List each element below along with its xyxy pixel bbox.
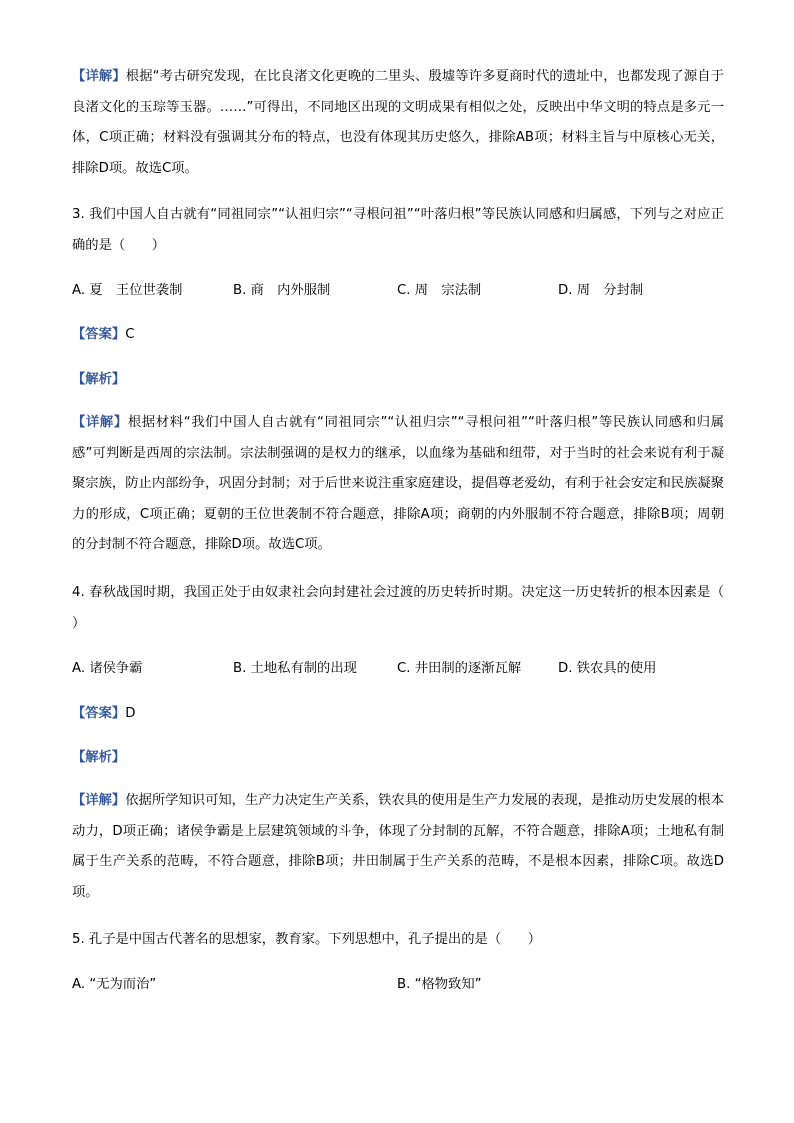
- q3-stem: 3. 我们中国人自古就有“同祖同宗”“认祖归宗”“寻根问祖”“叶落归根”等民族认同感和归属感，下列与之对应正确的是（ ）: [72, 207, 724, 253]
- q3-detail-text: 根据材料“我们中国人自古就有“同祖同宗”“认祖归宗”“寻根问祖”“叶落归根”等民族认同感和归属感”可判断是西周的宗法制。宗法制强调的是权力的继承，以血缘为基础和纽带，对于当时的社会来说有利于凝聚宗族，防止内部纷争，巩固分封制；对于后世来说注重家庭建设，提倡尊老爱幼，有利于社会安定和民族凝聚力的形成，C项正确；夏朝的王位世袭制不符合题意，排除A项；商朝的内外服制不符合题意，排除B项；周朝的分封制不符合题意，排除D项。故选C项。: [72, 415, 725, 552]
- q3-option-c: C. 周 宗法制: [397, 283, 482, 298]
- q3-answer-value: C: [125, 327, 135, 342]
- q3-option-d: D. 周 分封制: [558, 283, 644, 298]
- q3-answer: [72, 325, 134, 345]
- q3-analysis-tag: 【解析】: [72, 372, 126, 387]
- q4-analysis-tag: 【解析】: [72, 750, 126, 765]
- q2-detail-text: 根据“考古研究发现，在比良渚文化更晚的二里头、殷墟等许多夏商时代的遗址中，也都发现了源自于良渚文化的玉琮等玉器。……”可得出，不同地区出现的文明成果有相似之处，反映出中华文明的特点是多元一体，C项正确；材料没有强调其分布的特点，也没有体现其历史悠久，排除AB项；材料主旨与中原核心无关，排除D项。故选C项。: [72, 69, 725, 176]
- q4-detail: [72, 786, 724, 908]
- q4-answer-value: D: [125, 706, 136, 721]
- q5-option-a: A. “无为而治”: [72, 977, 157, 992]
- q5-options: [72, 975, 724, 995]
- q3-options: [72, 281, 724, 301]
- q2-detail-tag: 【详解】: [72, 69, 126, 84]
- q4-option-c: C. 井田制的逐渐瓦解: [397, 661, 522, 676]
- q4-detail-tag: 【详解】: [72, 793, 126, 808]
- q4-option-b: B. 土地私有制的出现: [233, 661, 357, 676]
- q3-analysis-label: [72, 370, 125, 390]
- q4-answer-tag: 【答案】: [72, 706, 126, 721]
- q4-options: [72, 659, 724, 679]
- q4-stem: 4. 春秋战国时期，我国正处于由奴隶社会向封建社会过渡的历史转折时期。决定这一历史转折的根本因素是（ ）: [72, 585, 751, 631]
- q3-detail: [72, 408, 724, 561]
- q4-detail-text: 依据所学知识可知，生产力决定生产关系，铁农具的使用是生产力发展的表现，是推动历史发展的根本动力，D项正确；诸侯争霸是上层建筑领域的斗争，体现了分封制的瓦解，不符合题意，排除A项；土地私有制属于生产关系的范畴，不符合题意，排除B项；井田制属于生产关系的范畴，不是根本因素，排除C项。故选D项。: [72, 793, 725, 900]
- q3-answer-tag: 【答案】: [72, 327, 126, 342]
- q3-option-b: B. 商 内外服制: [233, 283, 331, 298]
- q3-option-a: A. 夏 王位世袭制: [72, 283, 183, 298]
- q4-option-d: D. 铁农具的使用: [558, 661, 657, 676]
- q4-answer: [72, 704, 135, 724]
- q5-stem: 5. 孔子是中国古代著名的思想家，教育家。下列思想中，孔子提出的是（ ）: [72, 932, 542, 947]
- q2-detail: [72, 62, 724, 184]
- q4-option-a: A. 诸侯争霸: [72, 661, 143, 676]
- q5-option-b: B. “格物致知”: [397, 977, 482, 992]
- q4-analysis-label: [72, 748, 125, 768]
- q3-detail-tag: 【详解】: [72, 415, 128, 430]
